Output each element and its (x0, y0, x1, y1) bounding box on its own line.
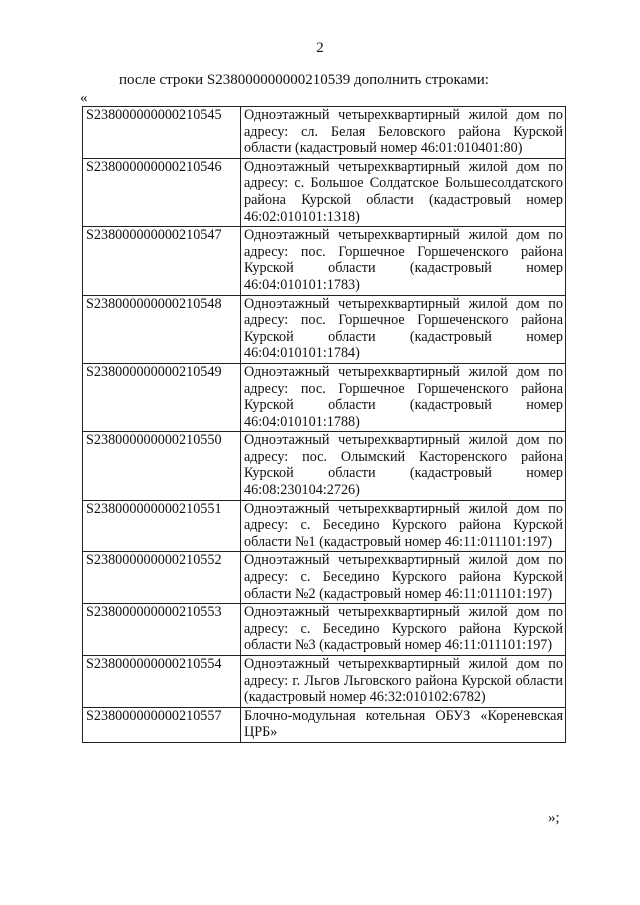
table-row (83, 227, 566, 295)
object-description: Одноэтажный четырехквартирный жилой дом по адресу: с. Большое Солдатское Большесолдатского района Курской области (кадастровый номер 46:02:010101:1318) (241, 158, 566, 226)
table-row (83, 107, 566, 159)
object-description: Одноэтажный четырехквартирный жилой дом по адресу: пос. Горшечное Горшеченского района Курской области (кадастровый номер 46:04:010101:1783) (241, 227, 566, 295)
object-code: S238000000000210550 (83, 432, 241, 500)
table-row (83, 295, 566, 363)
table-row (83, 363, 566, 431)
object-code: S238000000000210551 (83, 500, 241, 552)
object-code: S238000000000210552 (83, 552, 241, 604)
object-code: S238000000000210548 (83, 295, 241, 363)
object-description: Одноэтажный четырехквартирный жилой дом по адресу: с. Беседино Курского района Курской области №1 (кадастровый номер 46:11:011101:197) (241, 500, 566, 552)
object-description: Одноэтажный четырехквартирный жилой дом по адресу: пос. Горшечное Горшеченского района Курской области (кадастровый номер 46:04:010101:1784) (241, 295, 566, 363)
closing-quote-mark: »; (548, 810, 560, 826)
object-description: Одноэтажный четырехквартирный жилой дом по адресу: с. Беседино Курского района Курской области №3 (кадастровый номер 46:11:011101:197) (241, 604, 566, 656)
table-row (83, 432, 566, 500)
object-description: Одноэтажный четырехквартирный жилой дом по адресу: с. Беседино Курского района Курской области №2 (кадастровый номер 46:11:011101:197) (241, 552, 566, 604)
object-code: S238000000000210545 (83, 107, 241, 159)
object-description: Одноэтажный четырехквартирный жилой дом по адресу: сл. Белая Беловского района Курской области (кадастровый номер 46:01:010401:80) (241, 107, 566, 159)
object-description: Одноэтажный четырехквартирный жилой дом по адресу: г. Льгов Льговского района Курской области (кадастровый номер 46:32:010102:6782) (241, 656, 566, 708)
table-row (83, 707, 566, 742)
object-description: Одноэтажный четырехквартирный жилой дом по адресу: пос. Олымский Касторенского района Курской области (кадастровый номер 46:08:230104:2726) (241, 432, 566, 500)
intro-text: после строки S238000000000210539 дополнить строками: (119, 72, 489, 88)
opening-quote-mark: « (80, 90, 88, 106)
table-row (83, 500, 566, 552)
table-row (83, 552, 566, 604)
page-number: 2 (316, 40, 324, 56)
object-code: S238000000000210546 (83, 158, 241, 226)
object-code: S238000000000210547 (83, 227, 241, 295)
object-code: S238000000000210554 (83, 656, 241, 708)
table-row (83, 656, 566, 708)
object-description: Блочно-модульная котельная ОБУЗ «Кореневская ЦРБ» (241, 707, 566, 742)
table-row (83, 604, 566, 656)
table-row (83, 158, 566, 226)
object-code: S238000000000210549 (83, 363, 241, 431)
object-list-table (82, 106, 566, 743)
object-code: S238000000000210557 (83, 707, 241, 742)
object-description: Одноэтажный четырехквартирный жилой дом по адресу: пос. Горшечное Горшеченского района Курской области (кадастровый номер 46:04:010101:1788) (241, 363, 566, 431)
object-code: S238000000000210553 (83, 604, 241, 656)
